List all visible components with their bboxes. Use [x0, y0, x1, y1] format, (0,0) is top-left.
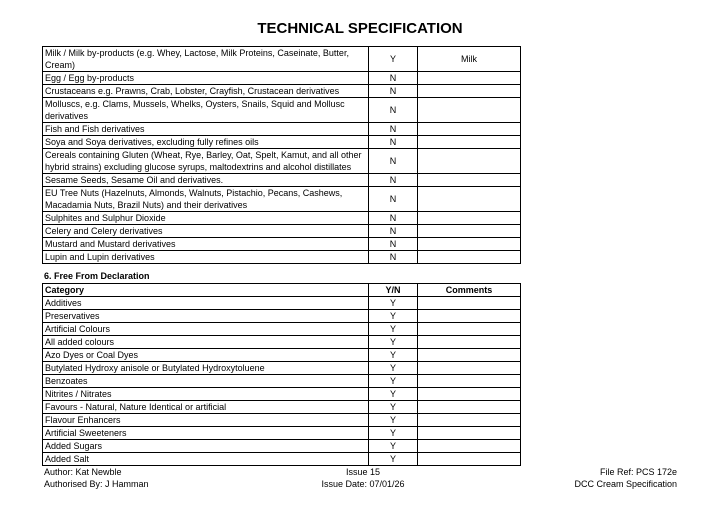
- row-label: All added colours: [43, 336, 369, 349]
- row-yn-value: N: [369, 187, 418, 212]
- table-row: [43, 323, 521, 336]
- row-comment: [418, 174, 521, 187]
- row-comment: [418, 149, 521, 174]
- row-yn-value: Y: [369, 388, 418, 401]
- row-yn-value: Y: [369, 336, 418, 349]
- footer-left: [44, 466, 149, 490]
- free-from-table-body: [43, 297, 521, 466]
- footer-issue-date: Issue Date: 07/01/26: [321, 479, 405, 489]
- row-yn-value: Y: [369, 375, 418, 388]
- row-yn-value: N: [369, 212, 418, 225]
- row-comment: [418, 225, 521, 238]
- table-row: [43, 388, 521, 401]
- row-comment: [418, 401, 521, 414]
- row-label: Butylated Hydroxy anisole or Butylated Hydroxytoluene: [43, 362, 369, 375]
- row-yn-value: N: [369, 225, 418, 238]
- row-label: Lupin and Lupin derivatives: [43, 251, 369, 264]
- table-row: [43, 251, 521, 264]
- page-title: TECHNICAL SPECIFICATION: [257, 20, 463, 37]
- table-row: [43, 85, 521, 98]
- table-row: [43, 349, 521, 362]
- table-row: [43, 98, 521, 123]
- row-yn-value: N: [369, 251, 418, 264]
- row-yn-value: Y: [369, 310, 418, 323]
- row-label: Fish and Fish derivatives: [43, 123, 369, 136]
- allergen-table: [42, 46, 521, 264]
- row-comment: [418, 136, 521, 149]
- footer-center: [318, 466, 408, 490]
- row-label: Molluscs, e.g. Clams, Mussels, Whelks, Oysters, Snails, Squid and Mollusc derivatives: [43, 98, 369, 123]
- free-from-heading: 6. Free From Declaration: [44, 271, 150, 281]
- row-yn-value: N: [369, 85, 418, 98]
- footer-file-ref: File Ref: PCS 172e: [599, 467, 677, 477]
- row-yn-value: N: [369, 238, 418, 251]
- row-comment: [418, 427, 521, 440]
- row-yn-value: N: [369, 136, 418, 149]
- row-label: Nitrites / Nitrates: [43, 388, 369, 401]
- row-comment: [418, 349, 521, 362]
- row-label: Cereals containing Gluten (Wheat, Rye, Barley, Oat, Spelt, Kamut, and all other hybrid strains) excluding glucose syrups, maltodextrins and alcohol distillates: [43, 149, 369, 174]
- row-comment: [418, 362, 521, 375]
- row-yn-value: Y: [369, 362, 418, 375]
- row-comment: [418, 251, 521, 264]
- row-yn-value: Y: [369, 414, 418, 427]
- table-row: [43, 123, 521, 136]
- footer-author: Author: Kat Newble: [44, 467, 122, 477]
- footer-doc-name: DCC Cream Specification: [574, 479, 677, 489]
- row-label: Sesame Seeds, Sesame Oil and derivatives.: [43, 174, 369, 187]
- row-yn-value: N: [369, 72, 418, 85]
- table-row: [43, 47, 521, 72]
- table-row: [43, 212, 521, 225]
- row-comment: [418, 98, 521, 123]
- table-row: [43, 149, 521, 174]
- row-yn-value: Y: [369, 349, 418, 362]
- row-comment: [418, 453, 521, 466]
- row-label: Added Salt: [43, 453, 369, 466]
- row-yn-value: N: [369, 98, 418, 123]
- table-row: [43, 362, 521, 375]
- row-comment: [418, 72, 521, 85]
- row-label: Artificial Colours: [43, 323, 369, 336]
- row-label: Benzoates: [43, 375, 369, 388]
- free-from-table: [42, 283, 521, 466]
- row-comment: [418, 85, 521, 98]
- row-comment: [418, 297, 521, 310]
- table-row: [43, 310, 521, 323]
- table-row: [43, 427, 521, 440]
- row-label: Additives: [43, 297, 369, 310]
- row-label: Azo Dyes or Coal Dyes: [43, 349, 369, 362]
- row-label: Sulphites and Sulphur Dioxide: [43, 212, 369, 225]
- row-yn-value: Y: [369, 323, 418, 336]
- yn-header: Y/N: [369, 284, 418, 297]
- row-label: Favours - Natural, Nature Identical or artificial: [43, 401, 369, 414]
- row-label: EU Tree Nuts (Hazelnuts, Almonds, Walnuts, Pistachio, Pecans, Cashews, Macadamia Nuts, Brazil Nuts) and their derivatives: [43, 187, 369, 212]
- row-comment: [418, 238, 521, 251]
- row-comment: [418, 388, 521, 401]
- footer-right: [574, 466, 677, 490]
- row-label: Flavour Enhancers: [43, 414, 369, 427]
- row-comment: [418, 323, 521, 336]
- table-row: [43, 297, 521, 310]
- category-header: Category: [43, 284, 369, 297]
- row-yn-value: Y: [369, 47, 418, 72]
- table-row: [43, 414, 521, 427]
- row-yn-value: N: [369, 123, 418, 136]
- table-row: [43, 72, 521, 85]
- table-row: [43, 375, 521, 388]
- table-row: [43, 174, 521, 187]
- table-row: [43, 336, 521, 349]
- row-yn-value: Y: [369, 401, 418, 414]
- free-from-header-row: [43, 284, 521, 297]
- footer-issue: Issue 15: [345, 467, 381, 477]
- footer-authorised: Authorised By: J Hamman: [44, 479, 149, 489]
- row-label: Celery and Celery derivatives: [43, 225, 369, 238]
- row-label: Mustard and Mustard derivatives: [43, 238, 369, 251]
- row-yn-value: Y: [369, 297, 418, 310]
- row-label: Crustaceans e.g. Prawns, Crab, Lobster, Crayfish, Crustacean derivatives: [43, 85, 369, 98]
- row-label: Added Sugars: [43, 440, 369, 453]
- table-row: [43, 136, 521, 149]
- row-comment: [418, 440, 521, 453]
- comments-header: Comments: [418, 284, 521, 297]
- table-row: [43, 453, 521, 466]
- table-row: [43, 238, 521, 251]
- row-label: Artificial Sweeteners: [43, 427, 369, 440]
- row-comment: [418, 212, 521, 225]
- table-row: [43, 401, 521, 414]
- row-label: Milk / Milk by-products (e.g. Whey, Lactose, Milk Proteins, Caseinate, Butter, Cream): [43, 47, 369, 72]
- row-yn-value: N: [369, 174, 418, 187]
- row-comment: Milk: [418, 47, 521, 72]
- row-label: Preservatives: [43, 310, 369, 323]
- row-yn-value: Y: [369, 453, 418, 466]
- row-yn-value: Y: [369, 440, 418, 453]
- table-row: [43, 440, 521, 453]
- row-comment: [418, 310, 521, 323]
- row-label: Egg / Egg by-products: [43, 72, 369, 85]
- row-comment: [418, 414, 521, 427]
- row-comment: [418, 336, 521, 349]
- table-row: [43, 187, 521, 212]
- row-comment: [418, 187, 521, 212]
- table-row: [43, 225, 521, 238]
- row-comment: [418, 123, 521, 136]
- allergen-table-body: [43, 47, 521, 264]
- row-yn-value: N: [369, 149, 418, 174]
- row-comment: [418, 375, 521, 388]
- row-yn-value: Y: [369, 427, 418, 440]
- row-label: Soya and Soya derivatives, excluding fully refines oils: [43, 136, 369, 149]
